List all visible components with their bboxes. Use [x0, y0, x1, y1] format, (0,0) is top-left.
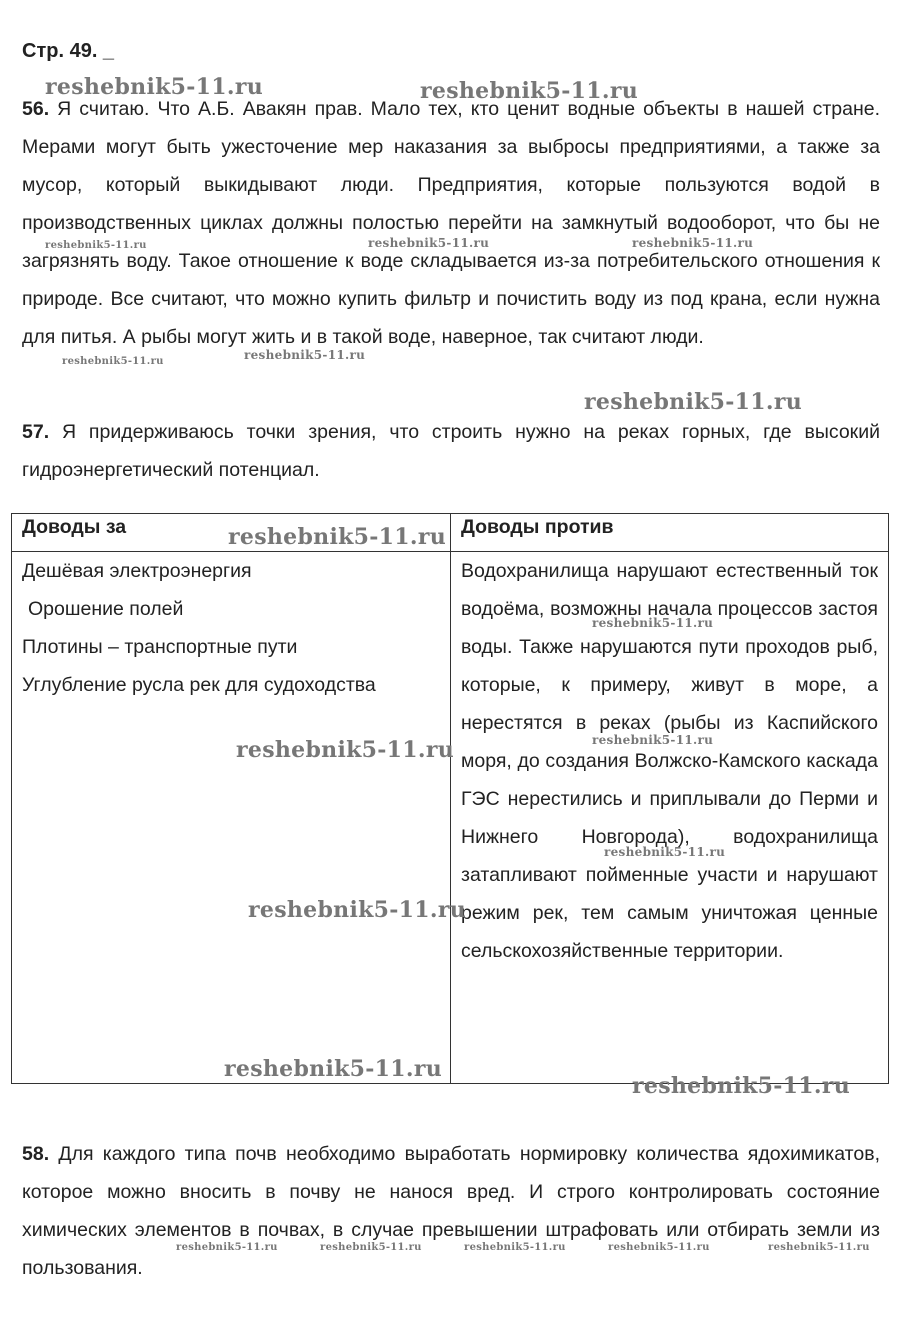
- con-text: Водохранилища нарушают естественный ток водоёма, возможны начала процессов застоя воды. Также нарушаются пути проходов рыб, которые, к примеру, живут в море, а нерестятся в реках (рыбы из Каспийского моря, до создания Волжско-Камского каскада ГЭС нерестились и приплывали до Перми и Нижнего Новгорода), водохранилища затапливают пойменные участи и нарушают режим рек, тем самым уничтожая ценные сельскохозяйственные территории.: [461, 560, 878, 962]
- watermark: reshebnik5-11.ru: [176, 1242, 278, 1253]
- watermark: reshebnik5-11.ru: [248, 897, 467, 923]
- watermark: reshebnik5-11.ru: [584, 389, 803, 415]
- watermark: reshebnik5-11.ru: [224, 1056, 443, 1082]
- header-pro: Доводы за: [12, 514, 451, 552]
- watermark: reshebnik5-11.ru: [244, 348, 366, 362]
- watermark: reshebnik5-11.ru: [368, 236, 490, 250]
- pro-cell: [12, 552, 451, 1084]
- watermark: reshebnik5-11.ru: [632, 1073, 851, 1099]
- answer-58: [22, 1135, 880, 1287]
- answer-57: [22, 413, 880, 489]
- pro-item: Плотины – транспортные пути: [22, 636, 298, 658]
- answer-56-text: Я считаю. Что А.Б. Авакян прав. Мало тех, кто ценит водные объекты в нашей стране. Мерами могут быть ужесточение мер наказания за выбросы предприятиями, а также за мусор, который выкидывают люди. Предприятия, которые пользуются водой в производственных циклах должны полостью перейти на замкнутый водооборот, что бы не загрязнять воду. Такое отношение к воде складывается из-за потребительского отношения к природе. Все считают, что можно купить фильтр и почистить воду из под крана, если нужна для питья. А рыбы могут жить и в такой воде, наверное, так считают люди.: [22, 98, 880, 348]
- answer-57-text: Я придерживаюсь точки зрения, что строить нужно на реках горных, где высокий гидроэнергетический потенциал.: [22, 421, 880, 481]
- watermark: reshebnik5-11.ru: [608, 1242, 710, 1253]
- answer-58-text: Для каждого типа почв необходимо выработать нормировку количества ядохимикатов, которое можно вносить в почву не нанося вред. И строго контролировать состояние химических элементов в почвах, в случае превышении штрафовать или отбирать земли из пользования.: [22, 1143, 880, 1279]
- watermark: reshebnik5-11.ru: [592, 616, 714, 630]
- watermark: reshebnik5-11.ru: [45, 74, 264, 100]
- watermark: reshebnik5-11.ru: [604, 845, 726, 859]
- watermark: reshebnik5-11.ru: [228, 524, 447, 550]
- watermark: reshebnik5-11.ru: [592, 733, 714, 747]
- watermark: reshebnik5-11.ru: [464, 1242, 566, 1253]
- watermark: reshebnik5-11.ru: [320, 1242, 422, 1253]
- watermark: reshebnik5-11.ru: [62, 356, 164, 367]
- pro-item: Углубление русла рек для судоходства: [22, 674, 376, 696]
- watermark: reshebnik5-11.ru: [45, 240, 147, 251]
- pro-item: Дешёвая электроэнергия: [22, 560, 252, 582]
- answer-56: [22, 90, 880, 356]
- pro-item: Орошение полей: [28, 598, 184, 620]
- table-header-row: [12, 514, 889, 552]
- answer-56-number: 56.: [22, 98, 50, 120]
- arguments-table: [11, 513, 889, 1084]
- answer-58-number: 58.: [22, 1143, 50, 1165]
- answer-57-number: 57.: [22, 421, 50, 443]
- header-con: Доводы против: [451, 514, 889, 552]
- table-body-row: [12, 552, 889, 1084]
- page-label: Стр. 49. _: [22, 40, 115, 62]
- watermark: reshebnik5-11.ru: [632, 236, 754, 250]
- con-cell: [451, 552, 889, 1084]
- watermark: reshebnik5-11.ru: [420, 78, 639, 104]
- watermark: reshebnik5-11.ru: [768, 1242, 870, 1253]
- watermark: reshebnik5-11.ru: [236, 737, 455, 763]
